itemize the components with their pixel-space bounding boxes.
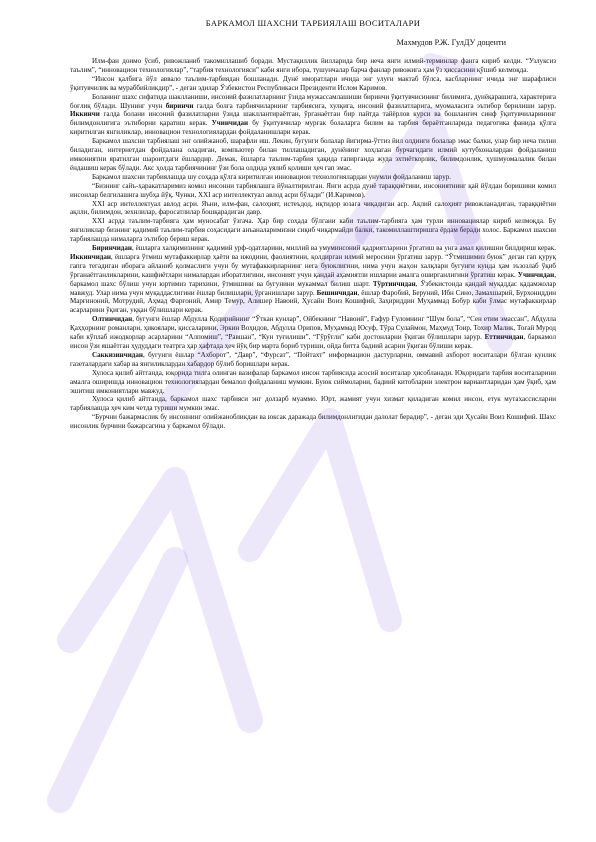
paragraph-text: , бугунги ёшлар “Ахборот”, “Давр”, “Фурсат”, “Пойтахт” информацион дастурларни, оммавий ахборот воситалари бўлган кунлик газеталардаги хабар ва янгиликлардан хабардор бўлиб боришлари керак. [70,350,556,368]
paragraph [70,173,556,182]
paragraph-text: “Бурчни бажармаслик бу инсоннинг олийжанобликдан ва юксак даражада билимдонлигидан далолат берадир”, - деган эди Ҳусайн Воиз Кошифий. Шахс инсонлик бурчини бажарсагина у баркамол бўлади. [70,413,556,431]
paragraph-emphasis: Иккинчидан [70,252,111,261]
paragraph-text: , ёшларга ўтмиш мутафаккирлар ҳаёти ва ижодини, фаолиятини, қолдирган илмий меросини ўргатиш зарур. “Ўтмишимиз буюк” деган гап қуруқ гапга тегадиган иборага айланиб қолмаслиги учун бу мутафаккирларнинг нега буюклигини, нима учун жаҳон халқлари бугунги кунда ҳам эъзозлаб ўқиб ўрганаётганликларини, кашфиётлари нималардан иборатлигини, инсоният учун қандай аҳамиятли ишларни амалга оширганлигини ўргатиш керак. [70,252,556,279]
paragraph-emphasis: Биринчидан [92,244,132,253]
paragraph [70,413,556,431]
paragraph-text: бу ўқитувчилар мурғак болаларга билим ва тарбия бераётганларида педагогика фанида қўлга киритилган янгиликлар, инновацион технологиялардан фойдаланишлари керак. [70,119,556,137]
paragraph-text: Хулоса қилиб айтганда, баркамол шахс тарбияси энг долзарб муаммо. Юрт, жамият учун хизмат қиладиган комил инсон, етук мутахассисларни тарбиялашда ҳеч ким четда туриши мумкин эмас. [70,395,556,413]
document-body [70,57,556,431]
paragraph [70,200,556,218]
paragraph [70,351,556,369]
paragraph-text: XXI асрда таълим-тарбияга ҳам муносабат ўзгача. Ҳар бир соҳада бўлгани каби таълим-тарбияга ҳам турли инновациялар кириб келмоқда. Бу янгиликлар бизнинг қадимий таълим-тарбия соҳасидаги анъаналаримизни сиқиб чиқармайди балки, такомиллаштиришга ёрдам беради холос. Баркамол шахсни тарбиялашда нималарга эътибор бериш керак. [70,217,556,244]
paragraph [70,217,556,244]
paragraph-emphasis: Бешинчидан [316,288,358,297]
paragraph-text: Баркамол шахсни тарбиялашда шу соҳада қўлга киритилган инновацион технологиялардан унумли фойдаланиш зарур. [92,172,452,181]
paragraph [70,75,556,93]
paragraph-text: , Ўзбекистонда қандай муқаддас қадамжолар мавжуд. Улар нима учун муқаддаслигини ёшлар билишлари, ўрганишлари зарур. [70,279,556,297]
document-title: БАРКАМОЛ ШАХСНИ ТАРБИЯЛАШ ВОСИТАЛАРИ [205,18,421,28]
paragraph [70,315,556,351]
paragraph-text: Баркамол шахсни тарбиялаш энг олийжаноб, шарафли иш. Лекин, бугунги болалар йигирма-ўттиз йил олдинги болалар эмас балки, улар бир неча тилни биладиган, интернетдан фойдалана оладиган, компьютер билан тиллашадиган, дунёнинг хоҳлаган бурчагидаги илмий кутубхоналардан фойдаланиш имкониятни яратилган шароитдаги ёшлардир. Демак, ёшларга таълим-тарбия ҳақида гапирганда жуда эхтиёткорлик, билимдонлик, ҳушмуомалалик билан ёндашиш керак бўлади. Акс ҳолда тарбиячининг ўзи бола олдида уялиб қолиши ҳеч гап эмас. [70,137,556,172]
paragraph [70,93,556,138]
paragraph-text: , бугунги ёшлар Абдулла Қодирийнинг “Ўткан кунлар”, Ойбекнинг “Навоий”, Ғафур Ғуломнинг “Шум бола”, “Сен етим эмассан”, Абдулла Қаҳҳорнинг романлари, ҳикоялари, қиссаларини, Эркин Воҳидов, Абдулла Орипов, Муҳаммад Юсуф, Тўра Сулаймон, Маҳмуд Тоир, Тохир Малик, Тоғай Мурод каби кўплаб ижодкорлар асарларини “Алпомиш”, “Равшан”, “Кун туғилиши”, “Гўрўғли” каби достонларни ўқиган бўлишлари зарур. [70,315,556,342]
paragraph-text: Илм-фан доимо ўсиб, ривожланиб такомиллашиб боради. Мустақиллик йилларида бир неча янги илмий-терминлар фанга кириб келди. “Узлуксиз таълим”, “инновацион технологиялар”, “тарбия технологияси” каби янги ибора, тушунчалар барча фанлар ривожига ҳам ўз ҳиссасини қўшиб келмоқда. [70,57,556,74]
paragraph-emphasis: Саккизинчидан [92,350,143,359]
paragraph [70,395,556,413]
paragraph-emphasis: Учинчидан [211,119,249,128]
paragraph-text: , баркамол шахс бўлиш учун юртимиз тарихини, ўтмишини ва бугунини мукаммал билиш шарт. [70,270,556,288]
paragraph-text: Боланинг шахс сифатида шаклланиши, инсоний фазилатларнинг ўзида мужассамлашиши биринчи ўқитувчисининг билимига, дунёқарашига, характерига боғлиқ бўлади. Шунинг учун [70,92,556,110]
paragraph-emphasis: Иккинчи [70,110,100,119]
document-author: Махмудов Р.Ж. ГулДУ доценти [396,38,506,47]
paragraph-text: , ёшларга халқимизнинг қадимий урф-одатларини, миллий ва умуминсоний қадриятларини ўргатиш ва унга амал қилишни билдириш керак. [131,244,556,253]
paragraph-emphasis: Еттинчидан [484,333,524,342]
paragraph-text: “Инсон қалбига йўл аввало таълим-тарбиядан бошланади. Дунё иморатлари ичида энг улуғи мактаб бўлса, касбларнинг ичида энг шарафлиси ўқитувчилик ва мураббийликдир”, - деган эдилар Ўзбекистон Республикаси Президенти Ислом Каримов. [70,74,556,92]
paragraph-text: галда болани инсоний фазилатларни ўзида шакллантираётган, ўрганаётган бир пайтда тайёрлов курси ва бошланғич синф ўқитувчиларининг билимдонлигига эътиборни қаратиш керак. [70,110,556,128]
paragraph-text: “Бизнинг сайъ-ҳаракатларимиз комил инсонни тарбиялашга йўналтирилган. Янги асрда дунё тараққиётини, инсониятнинг қай йўлдан боришини комил инсонлар белгилашига шубҳа йўқ. Чунки, XXI аср интеллектуал авлод асри бўлади” (И.Каримов). [70,181,556,199]
paragraph [70,244,556,315]
paragraph [70,369,556,396]
paragraph-text: Хулоса қилиб айтганда, юқорида тилга олинган вазифалар баркамол инсон тарбиясида асосий воситалар ҳисобланади. Юқоридаги тарбия воситаларини амалга оширишда инновацион технологиялардан бемалол фойдаланиш мумкин. Буюк сиймоларни, бадиий китобларни электрон вариантларидан ҳам ўқиб, ҳам эшитиш имкониятлари мавжуд. [70,368,556,395]
paragraph-text: XXI аср интеллектуал авлод асри. Яъни, илм-фан, салоҳият, истеъдод, иқтидор юзага чиқадиган аср. Ақлий салоҳият ривожланадиган, тараққиётни ақлли, билимдон, зехнлилар, фаросатлилар бошқарадиган давр. [70,199,556,217]
paragraph [70,182,556,200]
paragraph-text: , ёшлар Фаробий, Беруний, Ибн Сино, Замахшарий, Бурхониддин Марғиноний, Мотрудий, Аҳмад Фарғоний, Амир Темур, Алишер Навоий, Ҳусайн Воиз Кошифий, Заҳириддин Муҳаммад Бобур каби ўлмас мутафаккирлар асарларини ўқиган, уққан бўлишлари керак. [70,288,556,315]
paragraph [70,57,556,75]
paragraph-emphasis: Тўртинчидан [372,279,416,288]
paragraph-text: галда болга тарбиячиларнинг тарбиясига, хулқига, инсоний фазилатларига, муомаласига эътибор берилиши зарур. [193,101,556,110]
paragraph-emphasis: биринчи [165,101,194,110]
paragraph-emphasis: Олтинчидан [92,315,133,324]
paragraph [70,137,556,173]
paragraph-text: , баркамол инсон ўзи яшаётган ҳудуддаги театрга ҳар ҳафтада ҳеч йўқ бир марта бориб туриши, ойда битта бадиий асарни ўқиган бўлиши керак. [70,333,556,350]
paragraph-emphasis: Учинчидан [517,270,555,279]
